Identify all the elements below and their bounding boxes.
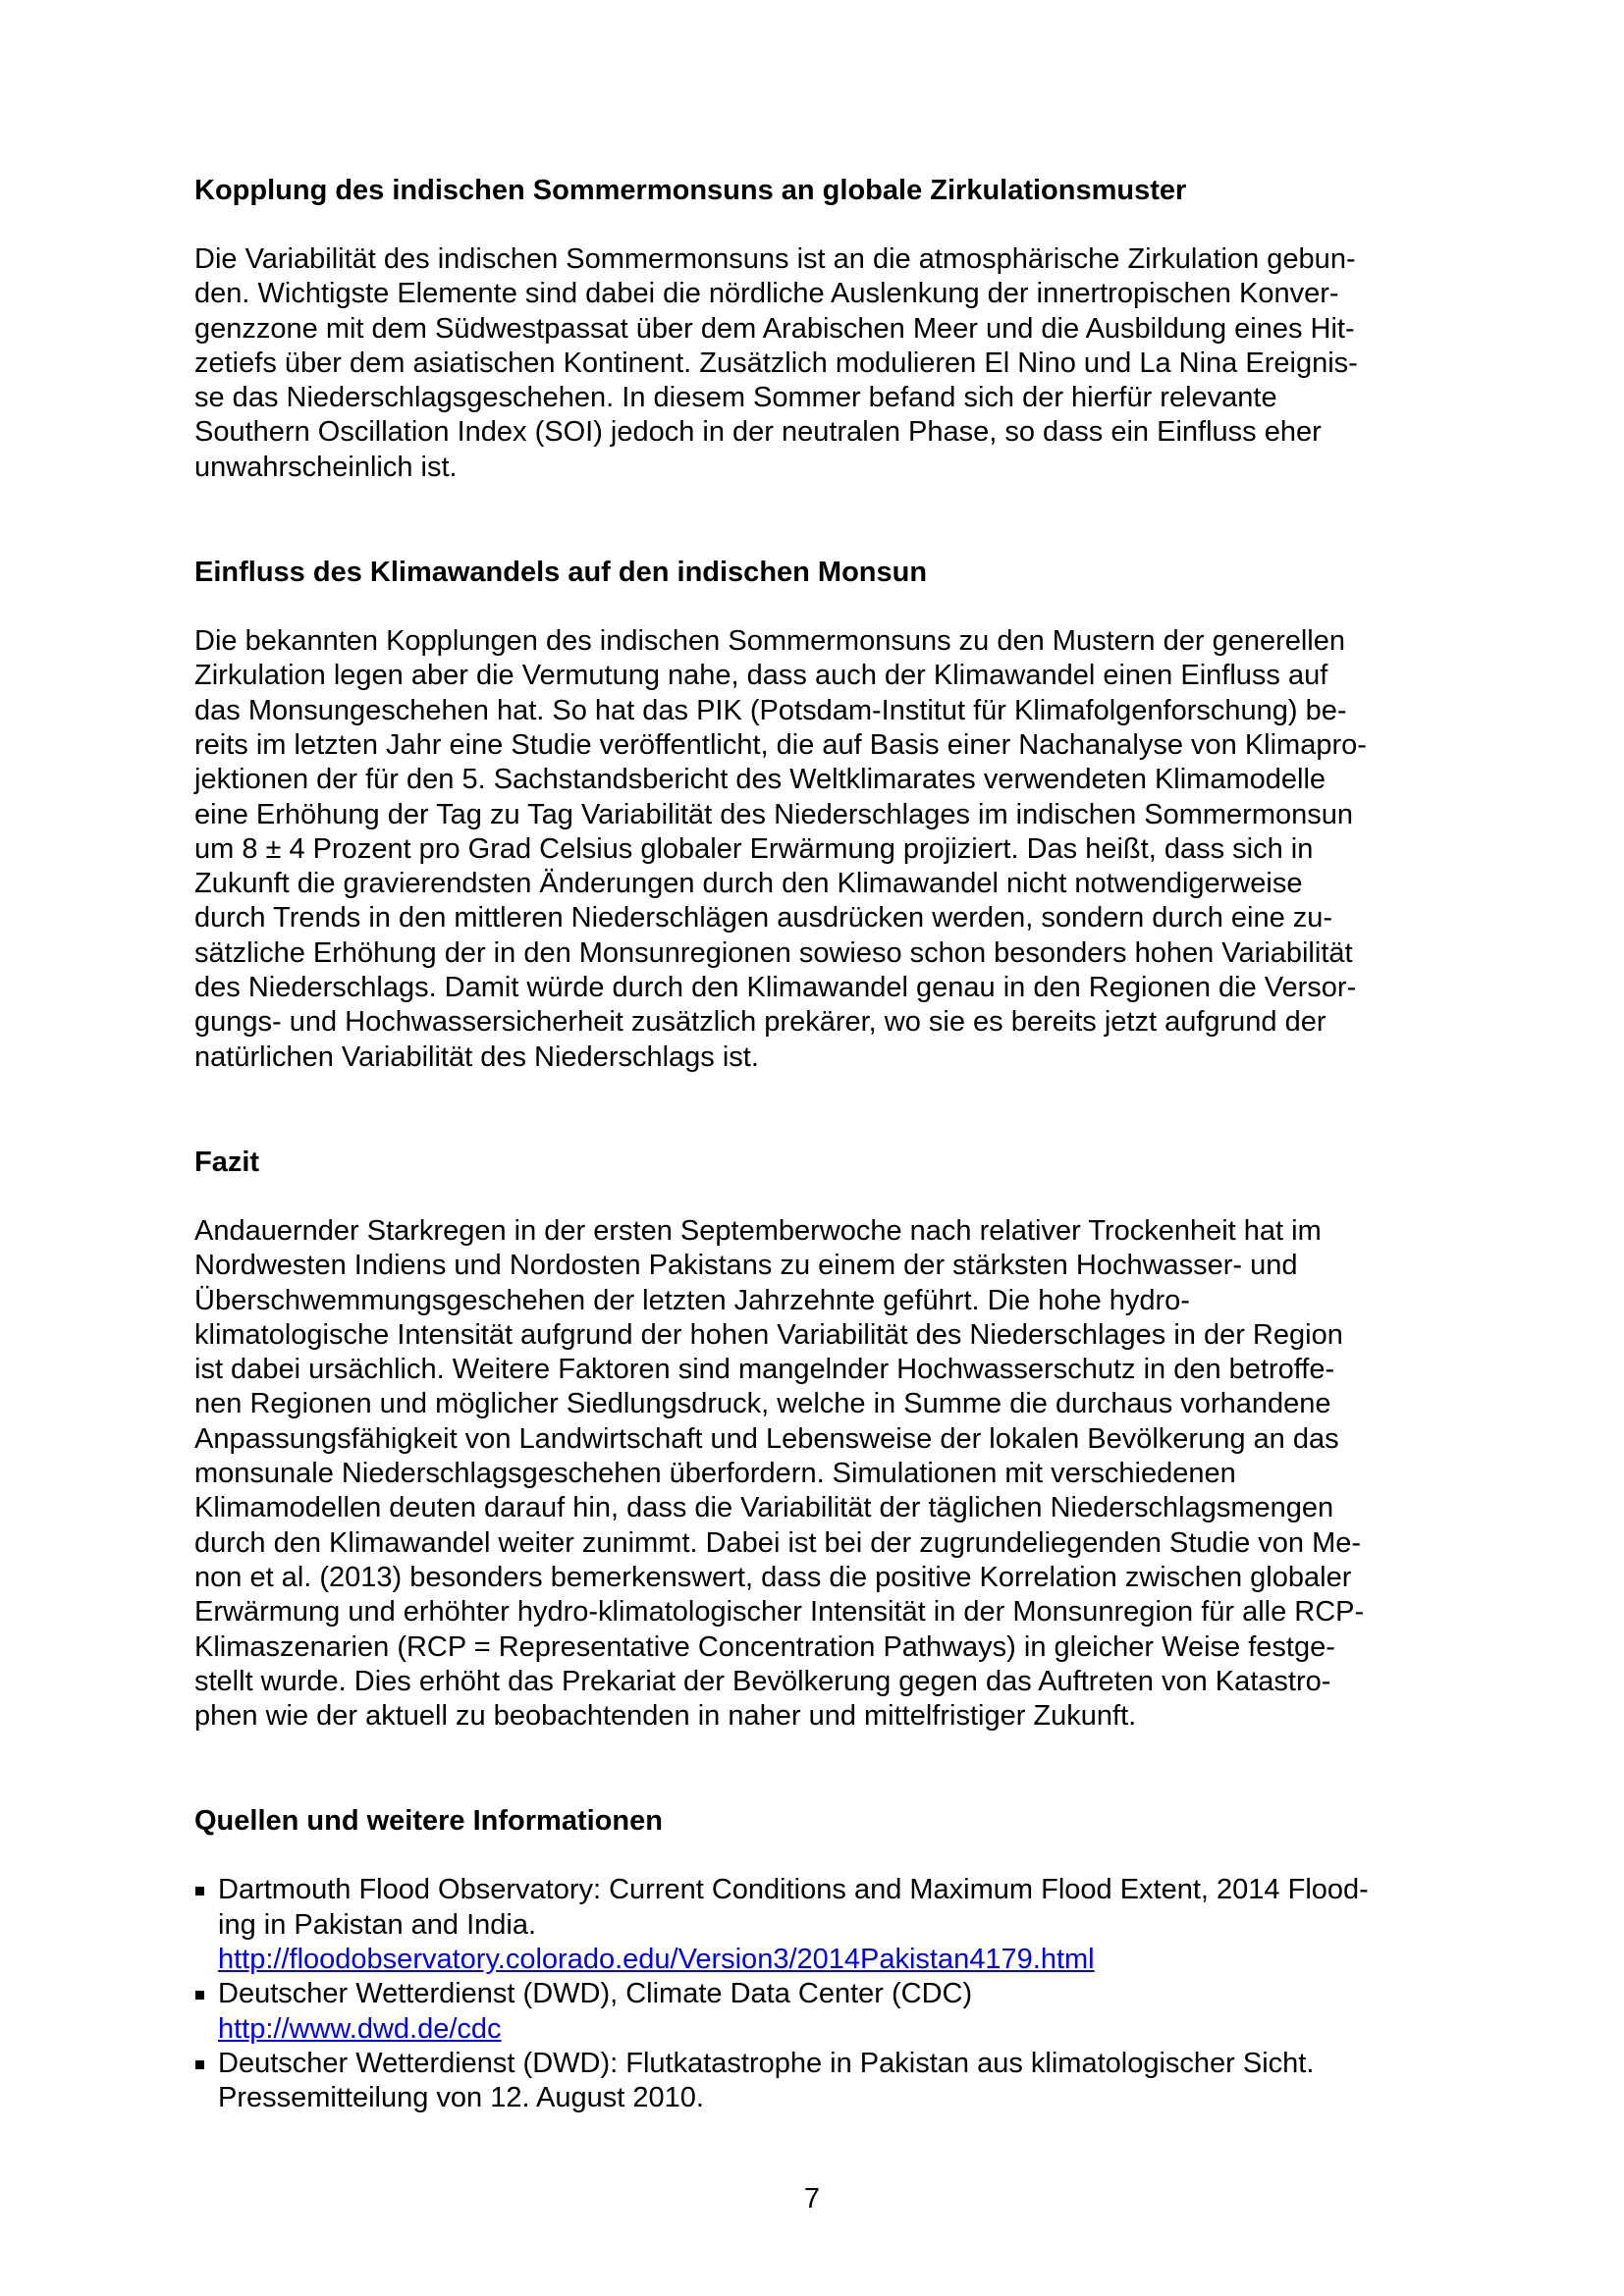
bullet-square-icon bbox=[195, 2060, 204, 2069]
reference-line: Deutscher Wetterdienst (DWD): Flutkatastrophe in Pakistan aus klimatologischer Sicht. bbox=[218, 2047, 1315, 2079]
paragraph-line: phen wie der aktuell zu beobachtenden in naher und mittelfristiger Zukunft. bbox=[194, 1700, 1137, 1733]
bullet-square-icon bbox=[195, 1991, 204, 2000]
paragraph-line: Andauernder Starkregen in der ersten Septemberwoche nach relativer Trockenheit hat im bbox=[194, 1214, 1322, 1247]
paragraph-line: ist dabei ursächlich. Weitere Faktoren sind mangelnder Hochwasserschutz in den betroffe- bbox=[194, 1354, 1335, 1386]
paragraph-line: das Monsungeschehen hat. So hat das PIK (Potsdam-Institut für Klimafolgenforschung) be- bbox=[194, 694, 1347, 726]
paragraph-line: nen Regionen und möglicher Siedlungsdruck, welche in Summe die durchaus vorhandene bbox=[194, 1388, 1331, 1420]
paragraph-line: Zukunft die gravierendsten Änderungen durch den Klimawandel nicht notwendigerweise bbox=[194, 868, 1303, 900]
paragraph-line: durch den Klimawandel weiter zunimmt. Dabei ist bei der zugrundeliegenden Studie von Me- bbox=[194, 1526, 1362, 1559]
paragraph-line: genzzone mit dem Südwestpassat über dem Arabischen Meer und die Ausbildung eines Hit- bbox=[194, 312, 1355, 345]
paragraph-line: des Niederschlags. Damit würde durch den Klimawandel genau in den Regionen die Versor- bbox=[194, 972, 1357, 1004]
paragraph-line: monsunale Niederschlagsgeschehen überfordern. Simulationen mit verschiedenen bbox=[194, 1458, 1236, 1490]
paragraph-line: Klimaszenarien (RCP = Representative Concentration Pathways) in gleicher Weise festge- bbox=[194, 1630, 1335, 1663]
paragraph-line: eine Erhöhung der Tag zu Tag Variabilität des Niederschlages im indischen Sommermonsun bbox=[194, 798, 1353, 830]
paragraph-line: jektionen der für den 5. Sachstandsbericht des Weltklimarates verwendeten Klimamodelle bbox=[194, 764, 1326, 796]
paragraph-line: Nordwesten Indiens und Nordosten Pakistans zu einem der stärksten Hochwasser- und bbox=[194, 1250, 1298, 1282]
paragraph-line: stellt wurde. Dies erhöht das Prekariat der Bevölkerung gegen das Auftreten von Katastro- bbox=[194, 1665, 1331, 1697]
bullet-square-icon bbox=[195, 1887, 204, 1896]
paragraph-line: Southern Oscillation Index (SOI) jedoch in der neutralen Phase, so dass ein Einfluss eher bbox=[194, 416, 1322, 449]
paragraph-line: Zirkulation legen aber die Vermutung nahe, dass auch der Klimawandel einen Einfluss auf bbox=[194, 660, 1328, 692]
paragraph-line: um 8 ± 4 Prozent pro Grad Celsius globaler Erwärmung projiziert. Das heißt, dass sich in bbox=[194, 832, 1314, 865]
paragraph-line: gungs- und Hochwassersicherheit zusätzlich prekärer, wo sie es bereits jetzt aufgrund der bbox=[194, 1006, 1326, 1039]
paragraph-line: klimatologische Intensität aufgrund der hohen Variabilität des Niederschlages in der Region bbox=[194, 1318, 1343, 1351]
paragraph-line: non et al. (2013) besonders bemerkenswert, dass die positive Korrelation zwischen globaler bbox=[194, 1561, 1352, 1593]
paragraph-line: Die bekannten Kopplungen des indischen Sommermonsuns zu den Mustern der generellen bbox=[194, 625, 1346, 658]
paragraph-line: reits im letzten Jahr eine Studie veröffentlicht, die auf Basis einer Nachanalyse von Klimapro- bbox=[194, 728, 1367, 761]
section-paragraph-kopplung bbox=[194, 242, 1441, 485]
reference-item bbox=[194, 2047, 1441, 2116]
page-number: 7 bbox=[803, 2183, 821, 2215]
section-paragraph-klimawandel bbox=[194, 624, 1441, 1075]
reference-line: Deutscher Wetterdienst (DWD), Climate Data Center (CDC) bbox=[218, 1978, 973, 2010]
section-heading-kopplung: Kopplung des indischen Sommermonsuns an globale Zirkulationsmuster bbox=[194, 175, 1187, 206]
paragraph-line: sätzliche Erhöhung der in den Monsunregionen sowieso schon besonders hohen Variabilität bbox=[194, 936, 1353, 969]
reference-item bbox=[194, 1977, 1441, 2047]
paragraph-line: se das Niederschlagsgeschehen. In diesem Sommer befand sich der hierfür relevante bbox=[194, 382, 1277, 414]
reference-link-dwd-cdc[interactable]: http://www.dwd.de/cdc bbox=[218, 2012, 502, 2045]
reference-line: Pressemitteilung von 12. August 2010. bbox=[218, 2082, 704, 2114]
paragraph-line: den. Wichtigste Elemente sind dabei die nördliche Auslenkung der innertropischen Konver- bbox=[194, 278, 1339, 310]
references-heading: Quellen und weitere Informationen bbox=[194, 1805, 663, 1838]
paragraph-line: natürlichen Variabilität des Niederschlags ist. bbox=[194, 1041, 759, 1073]
paragraph-line: zetiefs über dem asiatischen Kontinent. Zusätzlich modulieren El Nino und La Nina Ereignis- bbox=[194, 347, 1358, 379]
paragraph-line: Überschwemmungsgeschehen der letzten Jahrzehnte geführt. Die hohe hydro- bbox=[194, 1284, 1190, 1316]
section-heading-fazit: Fazit bbox=[194, 1146, 260, 1178]
reference-line: ing in Pakistan and India. bbox=[218, 1908, 537, 1941]
page-content bbox=[194, 173, 1441, 2115]
reference-item bbox=[194, 1873, 1441, 1977]
paragraph-line: durch Trends in den mittleren Niederschlägen ausdrücken werden, sondern durch eine zu- bbox=[194, 902, 1333, 934]
references-list bbox=[194, 1873, 1441, 2115]
paragraph-line: Erwärmung und erhöhter hydro-klimatologischer Intensität in der Monsunregion für alle RCP- bbox=[194, 1596, 1365, 1629]
paragraph-line: unwahrscheinlich ist. bbox=[194, 451, 458, 483]
section-paragraph-fazit bbox=[194, 1214, 1441, 1734]
paragraph-line: Die Variabilität des indischen Sommermonsuns ist an die atmosphärische Zirkulation gebun- bbox=[194, 243, 1356, 275]
reference-link-floodobservatory[interactable]: http://floodobservatory.colorado.edu/Version3/2014Pakistan4179.html bbox=[218, 1943, 1095, 1975]
paragraph-line: Anpassungsfähigkeit von Landwirtschaft und Lebensweise der lokalen Bevölkerung an das bbox=[194, 1422, 1339, 1455]
reference-line: Dartmouth Flood Observatory: Current Conditions and Maximum Flood Extent, 2014 Flood- bbox=[218, 1874, 1369, 1906]
paragraph-line: Klimamodellen deuten darauf hin, dass die Variabilität der täglichen Niederschlagsmengen bbox=[194, 1492, 1334, 1524]
section-heading-klimawandel: Einfluss des Klimawandels auf den indischen Monsun bbox=[194, 557, 928, 589]
